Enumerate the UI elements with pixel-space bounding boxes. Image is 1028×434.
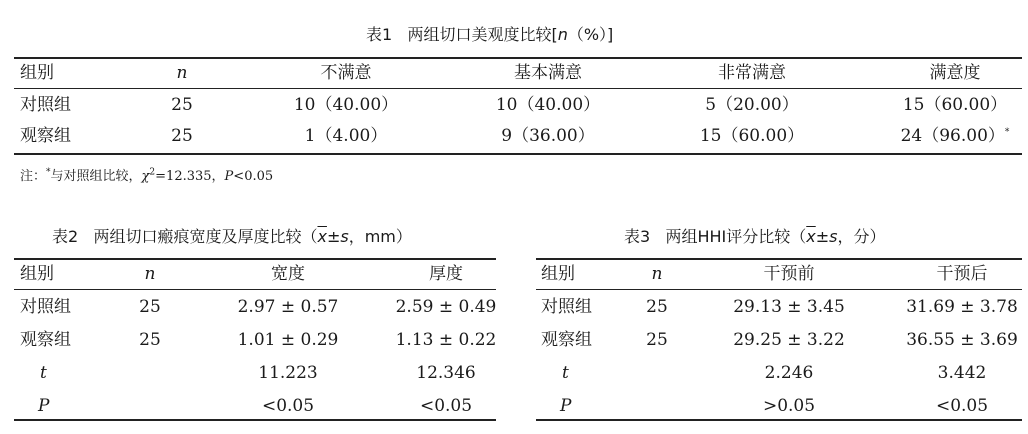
table2-bottom-rule: [14, 419, 496, 421]
table1-header-basic-satisfied: 基本满意: [514, 63, 582, 83]
table2-row2-n: 25: [139, 330, 161, 350]
table1-title-text: 两组切口美观度比较[: [407, 25, 558, 44]
note-text2: =12.335，: [155, 169, 225, 184]
table3-row2-before: 29.25 ± 3.22: [733, 330, 845, 350]
note-p: P: [224, 169, 234, 184]
table3-title-pm: ±: [815, 227, 830, 246]
table3-title-suffix: ，分）: [837, 227, 886, 246]
table1-header-rule: [14, 88, 1022, 89]
table2-title-s: s: [340, 227, 349, 246]
table3-title-text: 两组HHI评分比较（: [665, 227, 807, 246]
table2-title-text: 两组切口瘢痕宽度及厚度比较（: [93, 227, 318, 246]
table2-row2-width: 1.01 ± 0.29: [237, 330, 339, 350]
table2-title-prefix: 表2: [52, 227, 79, 246]
table1-row2-group: 观察组: [20, 126, 71, 146]
table3-title-s: s: [829, 227, 838, 246]
table3-row1-before: 29.13 ± 3.45: [733, 297, 845, 317]
table1-row1-unsatisfied: 10（40.00）: [293, 95, 399, 115]
table2-row3-width: 11.223: [258, 363, 318, 383]
table2-row1-group: 对照组: [20, 297, 71, 317]
table3-row2-after: 36.55 ± 3.69: [906, 330, 1018, 350]
table2-header-group: 组别: [20, 264, 54, 284]
table1-title: [366, 22, 613, 45]
table3-title: [624, 224, 885, 247]
table1-row2-satisfaction-rate: [901, 126, 1010, 146]
table3-row4-after: <0.05: [935, 396, 989, 416]
table2-title-x: $\overline{x}$: [317, 227, 327, 246]
table2-header-n: n: [144, 264, 156, 284]
table2-title-suffix: ，mm）: [348, 227, 412, 246]
table2-row3-thickness: 12.346: [416, 363, 476, 383]
table1-note: [20, 165, 273, 184]
table1-row2-satisfaction-value: 24（96.00）: [900, 126, 1005, 146]
table2-row4-width: <0.05: [261, 396, 315, 416]
table1-row2-very-satisfied: 15（60.00）: [699, 126, 805, 146]
table1-row1-n: 25: [171, 95, 193, 115]
table1-header-very-satisfied: 非常满意: [718, 63, 786, 83]
table1-top-rule: [14, 57, 1022, 59]
table3-top-rule: [536, 258, 1022, 260]
table3-header-before: 干预前: [763, 264, 815, 284]
table3-title-x: $\overline{x}$: [806, 227, 816, 246]
table1-title-n: n: [557, 25, 568, 44]
table1-header-unsatisfied: 不满意: [320, 63, 372, 83]
table2-row4-thickness: <0.05: [419, 396, 473, 416]
table3-header-group: 组别: [541, 264, 575, 284]
note-sup2: 2: [149, 167, 156, 178]
table3-row3-stat: t: [562, 363, 569, 383]
table3-row2-n: 25: [646, 330, 668, 350]
table1-row1-basic-satisfied: 10（40.00）: [495, 95, 601, 115]
table2-row3-stat: t: [40, 363, 47, 383]
table2-row1-width: 2.97 ± 0.57: [237, 297, 339, 317]
table2-row1-n: 25: [139, 297, 161, 317]
table2-header-rule: [14, 289, 496, 290]
table2-title: [52, 224, 412, 247]
table2-title-pm: ±: [326, 227, 341, 246]
table1-row2-unsatisfied: 1（4.00）: [304, 126, 388, 146]
table3-bottom-rule: [536, 419, 1022, 421]
table2-row2-group: 观察组: [20, 330, 71, 350]
table3-header-n: n: [651, 264, 663, 284]
table1-row2-basic-satisfied: 9（36.00）: [501, 126, 595, 146]
table2-header-thickness: 厚度: [429, 264, 463, 284]
table2-row1-thickness: 2.59 ± 0.49: [395, 297, 497, 317]
table3-row3-after: 3.442: [937, 363, 987, 383]
note-chi: χ: [141, 169, 150, 184]
table3-row1-after: 31.69 ± 3.78: [906, 297, 1018, 317]
note-prefix: 注：: [20, 169, 47, 184]
table3-row4-stat: P: [560, 396, 572, 416]
table3-title-prefix: 表3: [624, 227, 651, 246]
table2-row4-stat: P: [38, 396, 50, 416]
table1-header-n: n: [176, 63, 188, 83]
table1-header-satisfaction-rate: 满意度: [929, 63, 981, 83]
table1-title-prefix: 表1: [366, 25, 393, 44]
table1-row1-satisfaction-rate: 15（60.00）: [902, 95, 1008, 115]
note-mark: *: [46, 167, 51, 178]
table2-row2-thickness: 1.13 ± 0.22: [395, 330, 497, 350]
note-text1: 与对照组比较，: [50, 169, 142, 184]
table3-row4-before: >0.05: [762, 396, 816, 416]
note-text3: <0.05: [233, 169, 274, 184]
table1-header-group: 组别: [20, 63, 54, 83]
table3-row3-before: 2.246: [764, 363, 814, 383]
table2-top-rule: [14, 258, 496, 260]
table3-row1-n: 25: [646, 297, 668, 317]
table1-row2-n: 25: [171, 126, 193, 146]
significance-mark: *: [1004, 127, 1010, 138]
table3-header-after: 干预后: [936, 264, 988, 284]
table3-row2-group: 观察组: [541, 330, 592, 350]
table1-bottom-rule: [14, 153, 1022, 155]
table3-row1-group: 对照组: [541, 297, 592, 317]
table1-row1-very-satisfied: 5（20.00）: [705, 95, 799, 115]
table1-row1-group: 对照组: [20, 95, 71, 115]
table1-title-suffix: （%）]: [567, 25, 614, 44]
table2-header-width: 宽度: [271, 264, 305, 284]
table3-header-rule: [536, 289, 1022, 290]
